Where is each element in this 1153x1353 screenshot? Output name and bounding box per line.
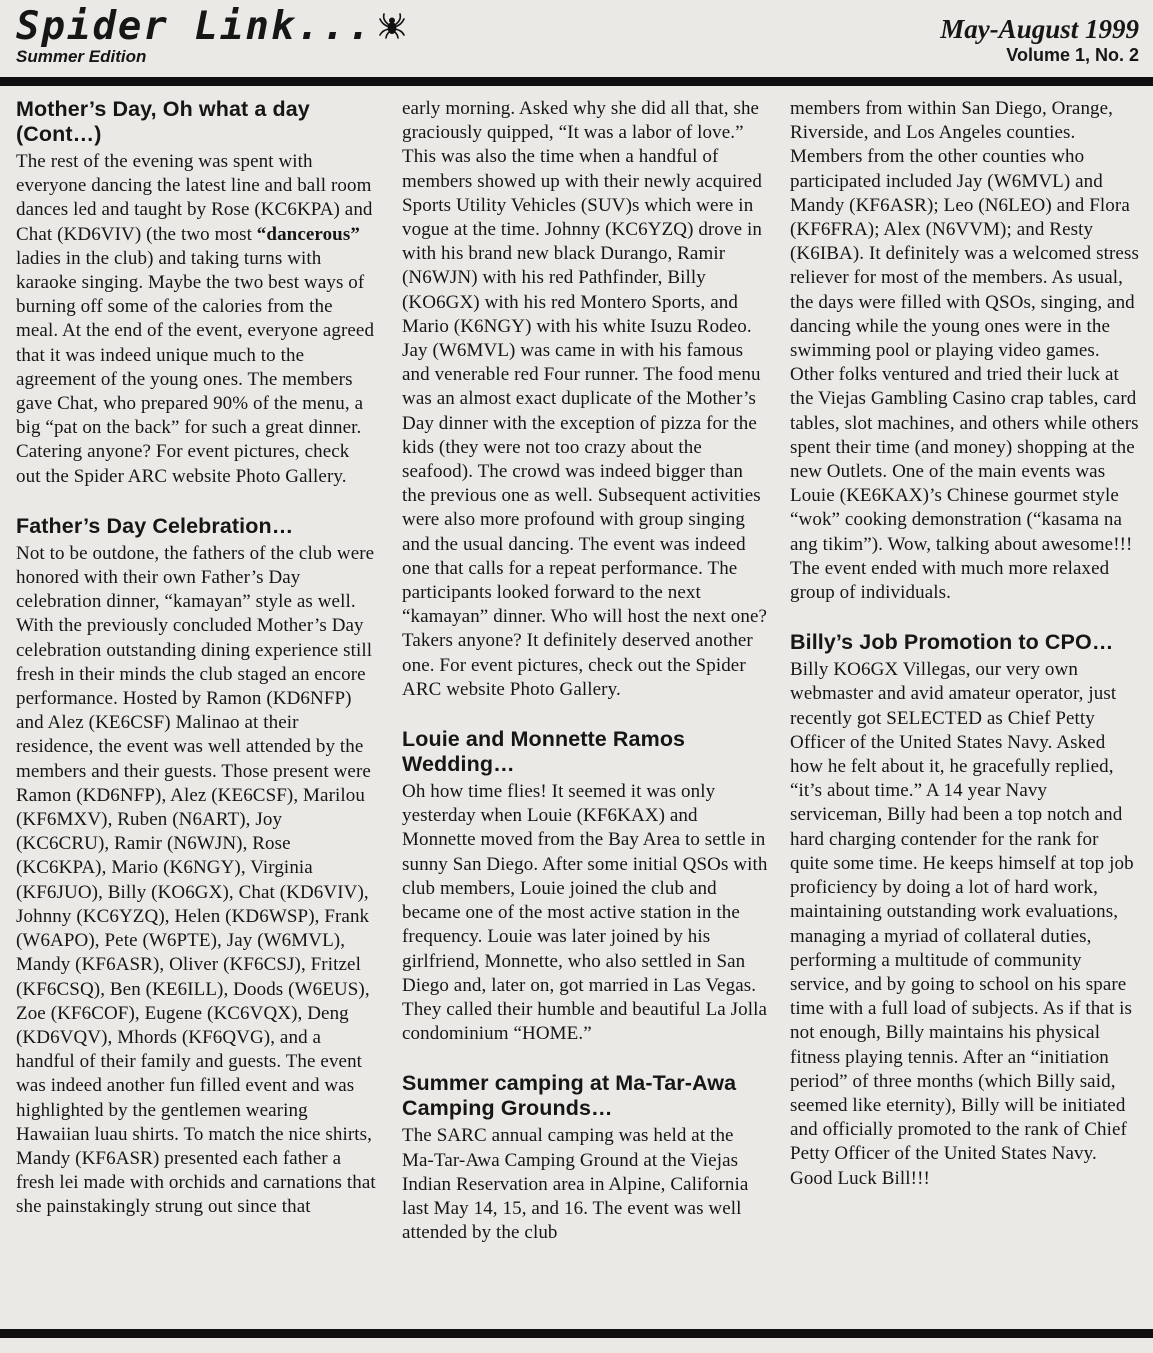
article-paragraph [16, 542, 378, 1220]
masthead-right [940, 14, 1139, 66]
bold-text-run: “dancerous” [256, 223, 360, 245]
column-2 [402, 97, 770, 1327]
text-run: members from within San Diego, Orange, Riverside, and Los Angeles counties. Members from the other counties who participated included Jay (W6MVL) and Mandy (KF6ASR); Leo (N6LEO) and Flora (KF6FRA); Alex (N6VVM); and Resty (K6IBA). It definitely was a welcomed stress reliever for most of the members. As usual, the days were filled with QSOs, singing, and dancing while the young ones were in the swimming pool or playing video games. Other folks ventured and tried their luck at the Viejas Gambling Casino crap tables, card tables, slot machines, and others while others spent their time (and money) shopping at the new Outlets. One of the main events was Louie (KE6KAX)’s Chinese gourmet style “wok” cooking demonstration (“kasama na ang tikim”). Wow, talking about awesome!!! The event ended with much more relaxed group of individuals. [790, 98, 1139, 604]
column-1 [16, 97, 378, 1327]
masthead [0, 0, 1153, 78]
text-run: The rest of the evening was spent with everyone dancing the latest line and ball room dances led and taught by Rose (KC6KPA) and Chat (KD6VIV) (the two most [16, 151, 373, 245]
newsletter-title [16, 6, 405, 48]
section-heading: Louie and Monnette Ramos Wedding… [402, 727, 686, 777]
newsletter-title-text: Spider Link... [16, 4, 373, 49]
text-run: Oh how time flies! It seemed it was only yesterday when Louie (KF6KAX) and Monnette moved from the Bay Area to settle in sunny San Diego. After some initial QSOs with club members, Louie joined the club and became one of the most active station in the frequency. Louie was later joined by his girlfriend, Monnette, who also settled in San Diego and, later on, got married in Las Vegas. They called their humble and beautiful La Jolla condominium “HOME.” [402, 781, 768, 1045]
article-paragraph [402, 97, 770, 702]
article-columns [16, 97, 1141, 1327]
column-3 [790, 97, 1141, 1327]
article-paragraph [790, 97, 1141, 605]
spider-icon [379, 6, 405, 48]
text-run: Billy KO6GX Villegas, our very own webmaster and avid amateur operator, just recently got SELECTED as Chief Petty Officer of the United States Navy. Asked how he felt about it, he gracefully replied, “it’s about time.” A 14 year Navy serviceman, Billy had been a top notch and hard charging contender for the rank for quite some time. He keeps himself at top job proficiency by doing a lot of hard work, maintaining outstanding work evaluations, managing a myriad of collateral duties, performing a multitude of community service, and by going to school on his spare time with a full load of subjects. As if that is not enough, Billy maintains his physical fitness playing tennis. After an “initiation period” of three months (which Billy said, seemed like eternity), Billy will be initiated and officially promoted to the rank of Chief Petty Officer of the United States Navy. Good Luck Bill!!! [790, 659, 1134, 1189]
section-heading: Summer camping at Ma-Tar-Awa Camping Grounds… [402, 1071, 737, 1121]
volume-number: Volume 1, No. 2 [1006, 45, 1139, 65]
masthead-left [16, 6, 405, 66]
footer-rule [0, 1329, 1153, 1338]
article-paragraph [16, 150, 378, 489]
edition-label: Summer Edition [16, 47, 147, 66]
article-paragraph [402, 1124, 770, 1245]
section-heading: Father’s Day Celebration… [16, 513, 294, 538]
article-paragraph [790, 658, 1141, 1190]
article-paragraph [402, 780, 770, 1046]
header-rule [0, 77, 1153, 86]
section-heading: Mother’s Day, Oh what a day (Cont…) [16, 97, 310, 146]
text-run: The SARC annual camping was held at the Ma-Tar-Awa Camping Ground at the Viejas Indian Reservation area in Alpine, California last May 14, 15, and 16. The event was well attended by the club [402, 1125, 749, 1244]
text-run: early morning. Asked why she did all that, she graciously quipped, “It was a labor of love.” This was also the time when a handful of members showed up with their newly acquired Sports Utility Vehicles (SUV)s which were in vogue at the time. Johnny (KC6YZQ) drove in with his brand new black Durango, Ramir (N6WJN) with his red Pathfinder, Billy (KO6GX) with his red Montero Sports, and Mario (K6NGY) with his white Isuzu Rodeo. Jay (W6MVL) was came in with his famous and venerable red Four runner. The food menu was an almost exact duplicate of the Mother’s Day dinner with the exception of pizza for the kids (they were not too crazy about the seafood). The crowd was indeed bigger than the previous one as well. Subsequent activities were also more profound with group singing and the usual dancing. The event was indeed one that calls for a repeat performance. The participants looked forward to the next “kamayan” dinner. Who will host the next one? Takers anyone? It definitely deserved another one. For event pictures, check out the Spider ARC website Photo Gallery. [402, 98, 768, 700]
section-heading: Billy’s Job Promotion to CPO… [790, 630, 1114, 655]
text-run: Not to be outdone, the fathers of the club were honored with their own Father’s Day celebration dinner, “kamayan” style as well. With the previously concluded Mother’s Day celebration outstanding dining experience still fresh in their minds the club staged an encore performance. Hosted by Ramon (KD6NFP) and Alez (KE6CSF) Malinao at their residence, the event was well attended by the members and their guests. Those present were Ramon (KD6NFP), Alez (KE6CSF), Marilou (KF6MXV), Ruben (N6ART), Joy (KC6CRU), Ramir (N6WJN), Rose (KC6KPA), Mario (K6NGY), Virginia (KF6JUO), Billy (KO6GX), Chat (KD6VIV), Johnny (KC6YZQ), Helen (KD6WSP), Frank (W6APO), Pete (W6PTE), Jay (W6MVL), Mandy (KF6ASR), Oliver (KF6CSJ), Fritzel (KF6CSQ), Ben (KE6ILL), Doods (W6EUS), Zoe (KF6COF), Eugene (KC6VQX), Deng (KD6VQV), Mhords (KF6QVG), and a handful of their family and guests. The event was indeed another fun filled event and was highlighted by the gentlemen wearing Hawaiian luau shirts. To match the nice shirts, Mandy (KF6ASR) presented each father a fresh lei made with orchids and carnations that she painstakingly strung out since that [16, 542, 376, 1218]
issue-date: May-August 1999 [940, 14, 1139, 44]
text-run: ladies in the club) and taking turns with karaoke singing. Maybe the two best ways of burning off some of the calories from the meal. At the end of the event, everyone agreed that it was indeed unique much to the agreement of the young ones. The members gave Chat, who prepared 90% of the menu, a big “pat on the back” for such a great dinner. Catering anyone? For event pictures, check out the Spider ARC website Photo Gallery. [16, 247, 375, 487]
